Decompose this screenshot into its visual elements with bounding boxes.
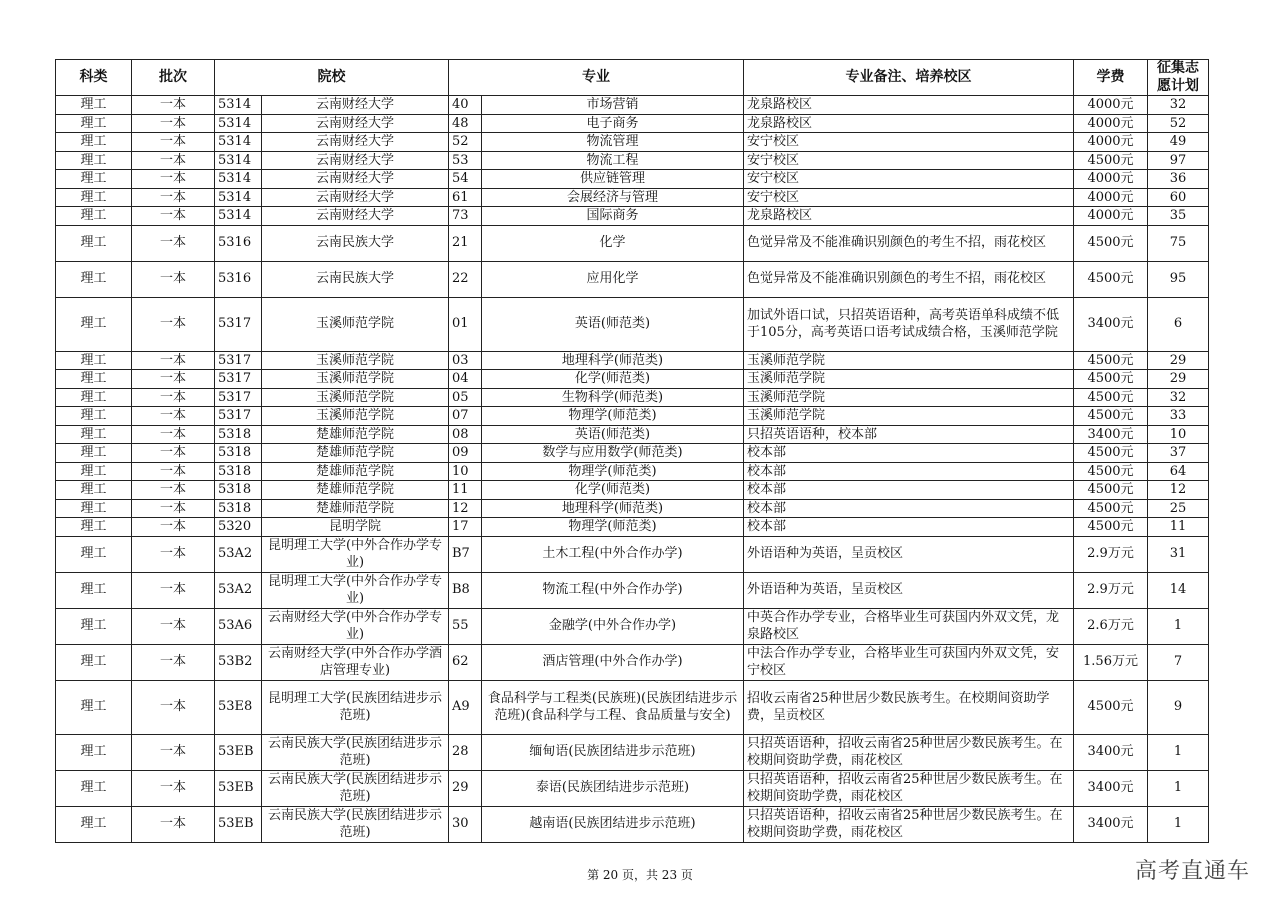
cell-school-name: 云南民族大学 — [262, 225, 449, 261]
cell-school-code: 53EB — [215, 770, 262, 806]
table-row — [56, 499, 1209, 518]
cell-major-name: 英语(师范类) — [482, 297, 744, 351]
cell-school-name: 云南财经大学 — [262, 151, 449, 170]
table-body — [56, 96, 1209, 843]
cell-school-code: 5320 — [215, 518, 262, 537]
cell-major-code: 22 — [449, 261, 482, 297]
cell-school-code: 5318 — [215, 499, 262, 518]
cell-school-name: 云南民族大学(民族团结进步示范班) — [262, 806, 449, 842]
cell-plan: 36 — [1148, 170, 1209, 189]
table-row — [56, 133, 1209, 152]
cell-major-name: 化学(师范类) — [482, 370, 744, 389]
cell-school-name: 玉溪师范学院 — [262, 297, 449, 351]
cell-major-name: 应用化学 — [482, 261, 744, 297]
cell-category: 理工 — [56, 96, 132, 115]
cell-school-code: 5314 — [215, 207, 262, 226]
cell-fee: 3400元 — [1074, 806, 1148, 842]
cell-major-code: 55 — [449, 608, 482, 644]
cell-major-name: 物理学(师范类) — [482, 518, 744, 537]
cell-school-name: 云南民族大学 — [262, 261, 449, 297]
header-school: 院校 — [215, 60, 449, 96]
cell-batch: 一本 — [132, 370, 215, 389]
cell-batch: 一本 — [132, 536, 215, 572]
cell-major-name: 供应链管理 — [482, 170, 744, 189]
cell-major-code: 03 — [449, 351, 482, 370]
cell-batch: 一本 — [132, 644, 215, 680]
cell-fee: 1.56万元 — [1074, 644, 1148, 680]
cell-fee: 4000元 — [1074, 207, 1148, 226]
cell-fee: 4500元 — [1074, 518, 1148, 537]
cell-fee: 4500元 — [1074, 680, 1148, 734]
cell-major-code: 30 — [449, 806, 482, 842]
cell-school-name: 云南财经大学 — [262, 170, 449, 189]
cell-category: 理工 — [56, 572, 132, 608]
cell-note: 中法合作办学专业，合格毕业生可获国内外双文凭，安宁校区 — [744, 644, 1074, 680]
cell-major-code: 53 — [449, 151, 482, 170]
cell-major-name: 酒店管理(中外合作办学) — [482, 644, 744, 680]
cell-batch: 一本 — [132, 407, 215, 426]
table-row — [56, 444, 1209, 463]
cell-category: 理工 — [56, 370, 132, 389]
cell-major-code: 61 — [449, 188, 482, 207]
cell-fee: 3400元 — [1074, 770, 1148, 806]
cell-major-name: 会展经济与管理 — [482, 188, 744, 207]
cell-note: 龙泉路校区 — [744, 96, 1074, 115]
header-batch: 批次 — [132, 60, 215, 96]
cell-school-name: 玉溪师范学院 — [262, 407, 449, 426]
cell-fee: 3400元 — [1074, 297, 1148, 351]
cell-plan: 32 — [1148, 388, 1209, 407]
table-row — [56, 608, 1209, 644]
cell-batch: 一本 — [132, 806, 215, 842]
admission-plan-table — [55, 59, 1209, 843]
table-row — [56, 481, 1209, 500]
table-row — [56, 151, 1209, 170]
cell-plan: 37 — [1148, 444, 1209, 463]
cell-note: 安宁校区 — [744, 188, 1074, 207]
cell-major-name: 物流工程 — [482, 151, 744, 170]
cell-school-code: 53A6 — [215, 608, 262, 644]
table-row — [56, 536, 1209, 572]
cell-plan: 95 — [1148, 261, 1209, 297]
cell-major-name: 地理科学(师范类) — [482, 351, 744, 370]
cell-school-code: 53B2 — [215, 644, 262, 680]
cell-school-name: 云南财经大学 — [262, 207, 449, 226]
cell-note: 只招英语语种，招收云南省25种世居少数民族考生。在校期间资助学费，雨花校区 — [744, 734, 1074, 770]
cell-major-name: 物理学(师范类) — [482, 462, 744, 481]
cell-school-code: 5318 — [215, 481, 262, 500]
cell-fee: 4500元 — [1074, 370, 1148, 389]
cell-note: 外语语种为英语，呈贡校区 — [744, 572, 1074, 608]
cell-major-name: 物理学(师范类) — [482, 407, 744, 426]
cell-major-name: 金融学(中外合作办学) — [482, 608, 744, 644]
cell-school-code: 53A2 — [215, 536, 262, 572]
header-plan: 征集志愿计划 — [1148, 60, 1209, 96]
cell-school-code: 53EB — [215, 806, 262, 842]
cell-school-name: 昆明理工大学(中外合作办学专业) — [262, 536, 449, 572]
cell-fee: 4500元 — [1074, 261, 1148, 297]
cell-note: 色觉异常及不能准确识别颜色的考生不招，雨花校区 — [744, 261, 1074, 297]
cell-batch: 一本 — [132, 133, 215, 152]
cell-batch: 一本 — [132, 608, 215, 644]
cell-school-name: 云南财经大学(中外合作办学酒店管理专业) — [262, 644, 449, 680]
cell-fee: 2.9万元 — [1074, 572, 1148, 608]
cell-note: 校本部 — [744, 462, 1074, 481]
cell-batch: 一本 — [132, 680, 215, 734]
cell-school-code: 5314 — [215, 188, 262, 207]
page-footer: 第 20 页，共 23 页 — [587, 868, 693, 882]
cell-category: 理工 — [56, 770, 132, 806]
cell-major-name: 物流工程(中外合作办学) — [482, 572, 744, 608]
cell-plan: 1 — [1148, 608, 1209, 644]
table-row — [56, 261, 1209, 297]
cell-fee: 4500元 — [1074, 444, 1148, 463]
cell-category: 理工 — [56, 608, 132, 644]
cell-note: 玉溪师范学院 — [744, 388, 1074, 407]
cell-major-code: 12 — [449, 499, 482, 518]
cell-major-code: 48 — [449, 114, 482, 133]
cell-batch: 一本 — [132, 151, 215, 170]
cell-note: 色觉异常及不能准确识别颜色的考生不招，雨花校区 — [744, 225, 1074, 261]
cell-major-name: 越南语(民族团结进步示范班) — [482, 806, 744, 842]
cell-fee: 4000元 — [1074, 133, 1148, 152]
cell-category: 理工 — [56, 536, 132, 572]
cell-major-code: 52 — [449, 133, 482, 152]
cell-plan: 11 — [1148, 518, 1209, 537]
cell-category: 理工 — [56, 425, 132, 444]
cell-plan: 52 — [1148, 114, 1209, 133]
cell-plan: 75 — [1148, 225, 1209, 261]
cell-batch: 一本 — [132, 734, 215, 770]
cell-category: 理工 — [56, 444, 132, 463]
cell-major-name: 食品科学与工程类(民族班)(民族团结进步示范班)(食品科学与工程、食品质量与安全) — [482, 680, 744, 734]
cell-major-code: 10 — [449, 462, 482, 481]
cell-note: 玉溪师范学院 — [744, 370, 1074, 389]
cell-school-code: 5318 — [215, 462, 262, 481]
cell-major-code: B8 — [449, 572, 482, 608]
cell-batch: 一本 — [132, 114, 215, 133]
cell-major-code: 08 — [449, 425, 482, 444]
table-row — [56, 407, 1209, 426]
cell-category: 理工 — [56, 351, 132, 370]
cell-batch: 一本 — [132, 188, 215, 207]
cell-major-code: 54 — [449, 170, 482, 189]
cell-school-name: 云南民族大学(民族团结进步示范班) — [262, 734, 449, 770]
cell-batch: 一本 — [132, 444, 215, 463]
table-row — [56, 518, 1209, 537]
cell-plan: 7 — [1148, 644, 1209, 680]
cell-batch: 一本 — [132, 572, 215, 608]
cell-batch: 一本 — [132, 518, 215, 537]
cell-school-name: 楚雄师范学院 — [262, 462, 449, 481]
cell-batch: 一本 — [132, 96, 215, 115]
cell-category: 理工 — [56, 170, 132, 189]
cell-school-code: 5314 — [215, 133, 262, 152]
cell-category: 理工 — [56, 297, 132, 351]
cell-category: 理工 — [56, 151, 132, 170]
cell-school-name: 云南民族大学(民族团结进步示范班) — [262, 770, 449, 806]
cell-note: 只招英语语种，招收云南省25种世居少数民族考生。在校期间资助学费，雨花校区 — [744, 770, 1074, 806]
cell-note: 校本部 — [744, 518, 1074, 537]
cell-plan: 9 — [1148, 680, 1209, 734]
cell-note: 龙泉路校区 — [744, 207, 1074, 226]
cell-fee: 4500元 — [1074, 388, 1148, 407]
cell-batch: 一本 — [132, 481, 215, 500]
cell-school-code: 5318 — [215, 425, 262, 444]
table-row — [56, 207, 1209, 226]
cell-plan: 35 — [1148, 207, 1209, 226]
cell-note: 加试外语口试，只招英语语种，高考英语单科成绩不低于105分，高考英语口语考试成绩合格，玉溪师范学院 — [744, 297, 1074, 351]
cell-note: 外语语种为英语，呈贡校区 — [744, 536, 1074, 572]
table-row — [56, 225, 1209, 261]
cell-note: 招收云南省25种世居少数民族考生。在校期间资助学费，呈贡校区 — [744, 680, 1074, 734]
table-row — [56, 806, 1209, 842]
cell-school-code: 5317 — [215, 407, 262, 426]
cell-school-code: 53E8 — [215, 680, 262, 734]
cell-batch: 一本 — [132, 425, 215, 444]
cell-plan: 6 — [1148, 297, 1209, 351]
header-fee: 学费 — [1074, 60, 1148, 96]
cell-category: 理工 — [56, 261, 132, 297]
table-row — [56, 297, 1209, 351]
cell-category: 理工 — [56, 806, 132, 842]
cell-note: 只招英语语种，招收云南省25种世居少数民族考生。在校期间资助学费，雨花校区 — [744, 806, 1074, 842]
cell-major-code: 05 — [449, 388, 482, 407]
cell-school-name: 云南财经大学 — [262, 96, 449, 115]
cell-category: 理工 — [56, 188, 132, 207]
cell-category: 理工 — [56, 133, 132, 152]
cell-school-name: 玉溪师范学院 — [262, 351, 449, 370]
table-row — [56, 370, 1209, 389]
cell-school-code: 5316 — [215, 261, 262, 297]
cell-school-name: 昆明理工大学(中外合作办学专业) — [262, 572, 449, 608]
cell-major-name: 泰语(民族团结进步示范班) — [482, 770, 744, 806]
table-row — [56, 572, 1209, 608]
cell-fee: 4500元 — [1074, 499, 1148, 518]
cell-category: 理工 — [56, 734, 132, 770]
cell-category: 理工 — [56, 388, 132, 407]
cell-major-name: 缅甸语(民族团结进步示范班) — [482, 734, 744, 770]
cell-batch: 一本 — [132, 351, 215, 370]
cell-category: 理工 — [56, 481, 132, 500]
cell-fee: 4000元 — [1074, 114, 1148, 133]
header-row — [56, 60, 1209, 96]
cell-school-code: 5314 — [215, 151, 262, 170]
cell-note: 校本部 — [744, 481, 1074, 500]
cell-school-name: 楚雄师范学院 — [262, 425, 449, 444]
cell-school-name: 云南财经大学 — [262, 114, 449, 133]
cell-school-code: 5317 — [215, 297, 262, 351]
cell-batch: 一本 — [132, 297, 215, 351]
cell-batch: 一本 — [132, 170, 215, 189]
cell-category: 理工 — [56, 462, 132, 481]
table-row — [56, 425, 1209, 444]
table-row — [56, 96, 1209, 115]
cell-plan: 31 — [1148, 536, 1209, 572]
cell-major-name: 地理科学(师范类) — [482, 499, 744, 518]
cell-plan: 14 — [1148, 572, 1209, 608]
cell-major-name: 化学(师范类) — [482, 481, 744, 500]
cell-fee: 4000元 — [1074, 188, 1148, 207]
cell-fee: 2.6万元 — [1074, 608, 1148, 644]
cell-batch: 一本 — [132, 261, 215, 297]
cell-note: 玉溪师范学院 — [744, 351, 1074, 370]
cell-school-name: 楚雄师范学院 — [262, 499, 449, 518]
cell-note: 校本部 — [744, 444, 1074, 463]
cell-school-name: 云南财经大学 — [262, 133, 449, 152]
cell-school-code: 5314 — [215, 170, 262, 189]
cell-fee: 4500元 — [1074, 462, 1148, 481]
cell-major-code: 73 — [449, 207, 482, 226]
cell-major-code: 40 — [449, 96, 482, 115]
cell-fee: 4500元 — [1074, 225, 1148, 261]
cell-school-code: 5317 — [215, 351, 262, 370]
cell-school-code: 53EB — [215, 734, 262, 770]
cell-note: 龙泉路校区 — [744, 114, 1074, 133]
cell-fee: 2.9万元 — [1074, 536, 1148, 572]
cell-major-code: 21 — [449, 225, 482, 261]
cell-plan: 64 — [1148, 462, 1209, 481]
cell-school-name: 昆明理工大学(民族团结进步示范班) — [262, 680, 449, 734]
header-major: 专业 — [449, 60, 744, 96]
cell-major-name: 市场营销 — [482, 96, 744, 115]
cell-major-name: 电子商务 — [482, 114, 744, 133]
cell-school-name: 玉溪师范学院 — [262, 388, 449, 407]
table-row — [56, 644, 1209, 680]
cell-major-name: 生物科学(师范类) — [482, 388, 744, 407]
cell-note: 中英合作办学专业，合格毕业生可获国内外双文凭，龙泉路校区 — [744, 608, 1074, 644]
cell-school-name: 玉溪师范学院 — [262, 370, 449, 389]
cell-major-code: B7 — [449, 536, 482, 572]
cell-fee: 4500元 — [1074, 351, 1148, 370]
cell-plan: 1 — [1148, 734, 1209, 770]
cell-major-name: 化学 — [482, 225, 744, 261]
cell-plan: 60 — [1148, 188, 1209, 207]
cell-major-code: 29 — [449, 770, 482, 806]
cell-batch: 一本 — [132, 207, 215, 226]
cell-fee: 3400元 — [1074, 734, 1148, 770]
cell-category: 理工 — [56, 225, 132, 261]
cell-school-name: 云南财经大学(中外合作办学专业) — [262, 608, 449, 644]
cell-note: 安宁校区 — [744, 133, 1074, 152]
cell-major-code: A9 — [449, 680, 482, 734]
cell-plan: 33 — [1148, 407, 1209, 426]
cell-school-code: 5318 — [215, 444, 262, 463]
cell-plan: 12 — [1148, 481, 1209, 500]
cell-batch: 一本 — [132, 462, 215, 481]
cell-category: 理工 — [56, 644, 132, 680]
cell-major-code: 28 — [449, 734, 482, 770]
cell-note: 只招英语语种，校本部 — [744, 425, 1074, 444]
cell-plan: 32 — [1148, 96, 1209, 115]
cell-school-name: 楚雄师范学院 — [262, 481, 449, 500]
cell-plan: 1 — [1148, 806, 1209, 842]
table-row — [56, 770, 1209, 806]
cell-major-code: 11 — [449, 481, 482, 500]
cell-fee: 4500元 — [1074, 407, 1148, 426]
cell-fee: 4000元 — [1074, 96, 1148, 115]
table-row — [56, 188, 1209, 207]
cell-major-name: 国际商务 — [482, 207, 744, 226]
cell-category: 理工 — [56, 518, 132, 537]
cell-batch: 一本 — [132, 388, 215, 407]
cell-category: 理工 — [56, 114, 132, 133]
cell-plan: 49 — [1148, 133, 1209, 152]
watermark: 高考直通车 — [1134, 859, 1250, 884]
cell-major-name: 数学与应用数学(师范类) — [482, 444, 744, 463]
cell-school-code: 5317 — [215, 370, 262, 389]
cell-category: 理工 — [56, 680, 132, 734]
cell-major-name: 物流管理 — [482, 133, 744, 152]
table-row — [56, 734, 1209, 770]
cell-major-name: 英语(师范类) — [482, 425, 744, 444]
cell-fee: 3400元 — [1074, 425, 1148, 444]
table-row — [56, 388, 1209, 407]
cell-batch: 一本 — [132, 770, 215, 806]
cell-major-code: 01 — [449, 297, 482, 351]
cell-school-code: 5314 — [215, 96, 262, 115]
cell-category: 理工 — [56, 499, 132, 518]
cell-school-code: 5314 — [215, 114, 262, 133]
table-row — [56, 114, 1209, 133]
cell-school-name: 云南财经大学 — [262, 188, 449, 207]
cell-plan: 1 — [1148, 770, 1209, 806]
cell-category: 理工 — [56, 207, 132, 226]
header-note: 专业备注、培养校区 — [744, 60, 1074, 96]
table-row — [56, 462, 1209, 481]
cell-school-name: 楚雄师范学院 — [262, 444, 449, 463]
cell-school-code: 53A2 — [215, 572, 262, 608]
cell-major-code: 17 — [449, 518, 482, 537]
cell-plan: 29 — [1148, 370, 1209, 389]
table-row — [56, 680, 1209, 734]
cell-note: 安宁校区 — [744, 170, 1074, 189]
cell-plan: 25 — [1148, 499, 1209, 518]
table-row — [56, 170, 1209, 189]
cell-major-code: 09 — [449, 444, 482, 463]
cell-major-code: 04 — [449, 370, 482, 389]
cell-school-name: 昆明学院 — [262, 518, 449, 537]
cell-fee: 4500元 — [1074, 481, 1148, 500]
cell-note: 校本部 — [744, 499, 1074, 518]
table-row — [56, 351, 1209, 370]
cell-fee: 4000元 — [1074, 170, 1148, 189]
cell-major-code: 62 — [449, 644, 482, 680]
header-category: 科类 — [56, 60, 132, 96]
cell-batch: 一本 — [132, 225, 215, 261]
cell-plan: 10 — [1148, 425, 1209, 444]
cell-plan: 97 — [1148, 151, 1209, 170]
cell-category: 理工 — [56, 407, 132, 426]
cell-note: 安宁校区 — [744, 151, 1074, 170]
cell-school-code: 5317 — [215, 388, 262, 407]
cell-plan: 29 — [1148, 351, 1209, 370]
cell-note: 玉溪师范学院 — [744, 407, 1074, 426]
cell-major-code: 07 — [449, 407, 482, 426]
cell-major-name: 土木工程(中外合作办学) — [482, 536, 744, 572]
cell-fee: 4500元 — [1074, 151, 1148, 170]
cell-batch: 一本 — [132, 499, 215, 518]
cell-school-code: 5316 — [215, 225, 262, 261]
